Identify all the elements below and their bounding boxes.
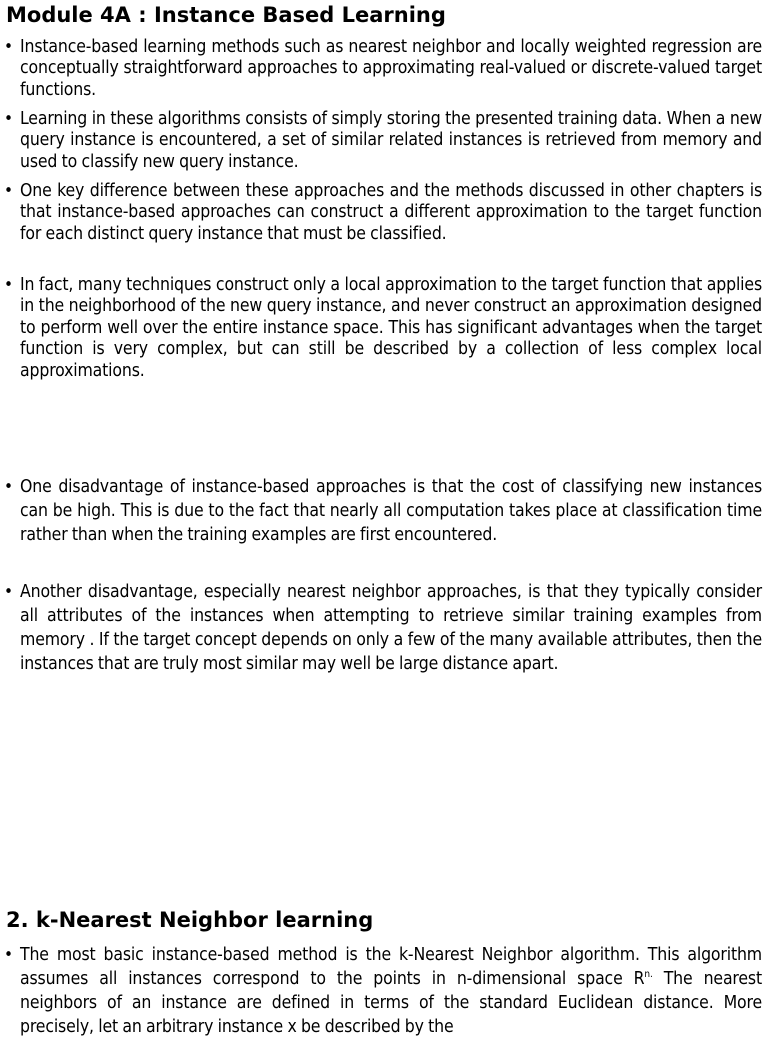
bullet-marker: •: [4, 582, 14, 602]
bullet-marker: •: [4, 477, 14, 497]
bullet-text: In fact, many techniques construct only a local approximation to the target function that applies in the neighborhood of the new query instance, and never construct an approximation designed to perform well over the entire instance space. This has significant advantages when the target function is very complex, but can still be described by a collection of less complex local approximations.: [20, 275, 762, 381]
bullet-marker: •: [4, 109, 14, 129]
list-item: [4, 37, 762, 101]
bullet-text: Another disadvantage, especially nearest neighbor approaches, is that they typically consider all attributes of the instances when attempting to retrieve similar training examples from memory . If the target concept depends on only a few of the many available attributes, then the instances that are truly most similar may well be large distance apart.: [20, 582, 762, 674]
bullet-marker: •: [4, 181, 14, 201]
list-item: [4, 475, 762, 547]
bullet-marker: •: [4, 37, 14, 57]
bullet-marker: •: [4, 945, 14, 965]
page-title: Module 4A : Instance Based Learning: [6, 3, 446, 27]
list-item: [4, 181, 762, 245]
section-heading: 2. k-Nearest Neighbor learning: [6, 908, 374, 932]
bullet-text: One key difference between these approaches and the methods discussed in other chapters is that instance-based approaches can construct a different approximation to the target function for each distinct query instance that must be classified.: [20, 181, 762, 244]
bullet-text: Learning in these algorithms consists of simply storing the presented training data. When a new query instance is encountered, a set of similar related instances is retrieved from memory and used to classify new query instance.: [20, 109, 762, 172]
list-item: [4, 275, 762, 382]
list-item: [4, 580, 762, 676]
bullet-marker: •: [4, 275, 14, 295]
list-item: [4, 109, 762, 173]
bullet-text: Instance-based learning methods such as nearest neighbor and locally weighted regression are conceptually straightforward approaches to approximating real-valued or discrete-valued target functions.: [20, 37, 762, 100]
bullet-text: One disadvantage of instance-based approaches is that the cost of classifying new instances can be high. This is due to the fact that nearly all computation takes place at classification time rather than when the training examples are first encountered.: [20, 477, 762, 545]
list-item: [4, 943, 762, 1039]
bullet-text-part: The nearest neighbors of an instance are defined in terms of the standard Euclidean distance. More precisely, let an arbitrary instance x be described by the: [20, 969, 762, 1037]
bullet-text: [20, 943, 762, 1039]
bullet-text-part: The most basic instance-based method is the k-Nearest Neighbor algorithm. This algorithm assumes all instances correspond to the points in n-dimensional space R: [20, 945, 762, 989]
superscript-n: n.: [644, 969, 653, 980]
